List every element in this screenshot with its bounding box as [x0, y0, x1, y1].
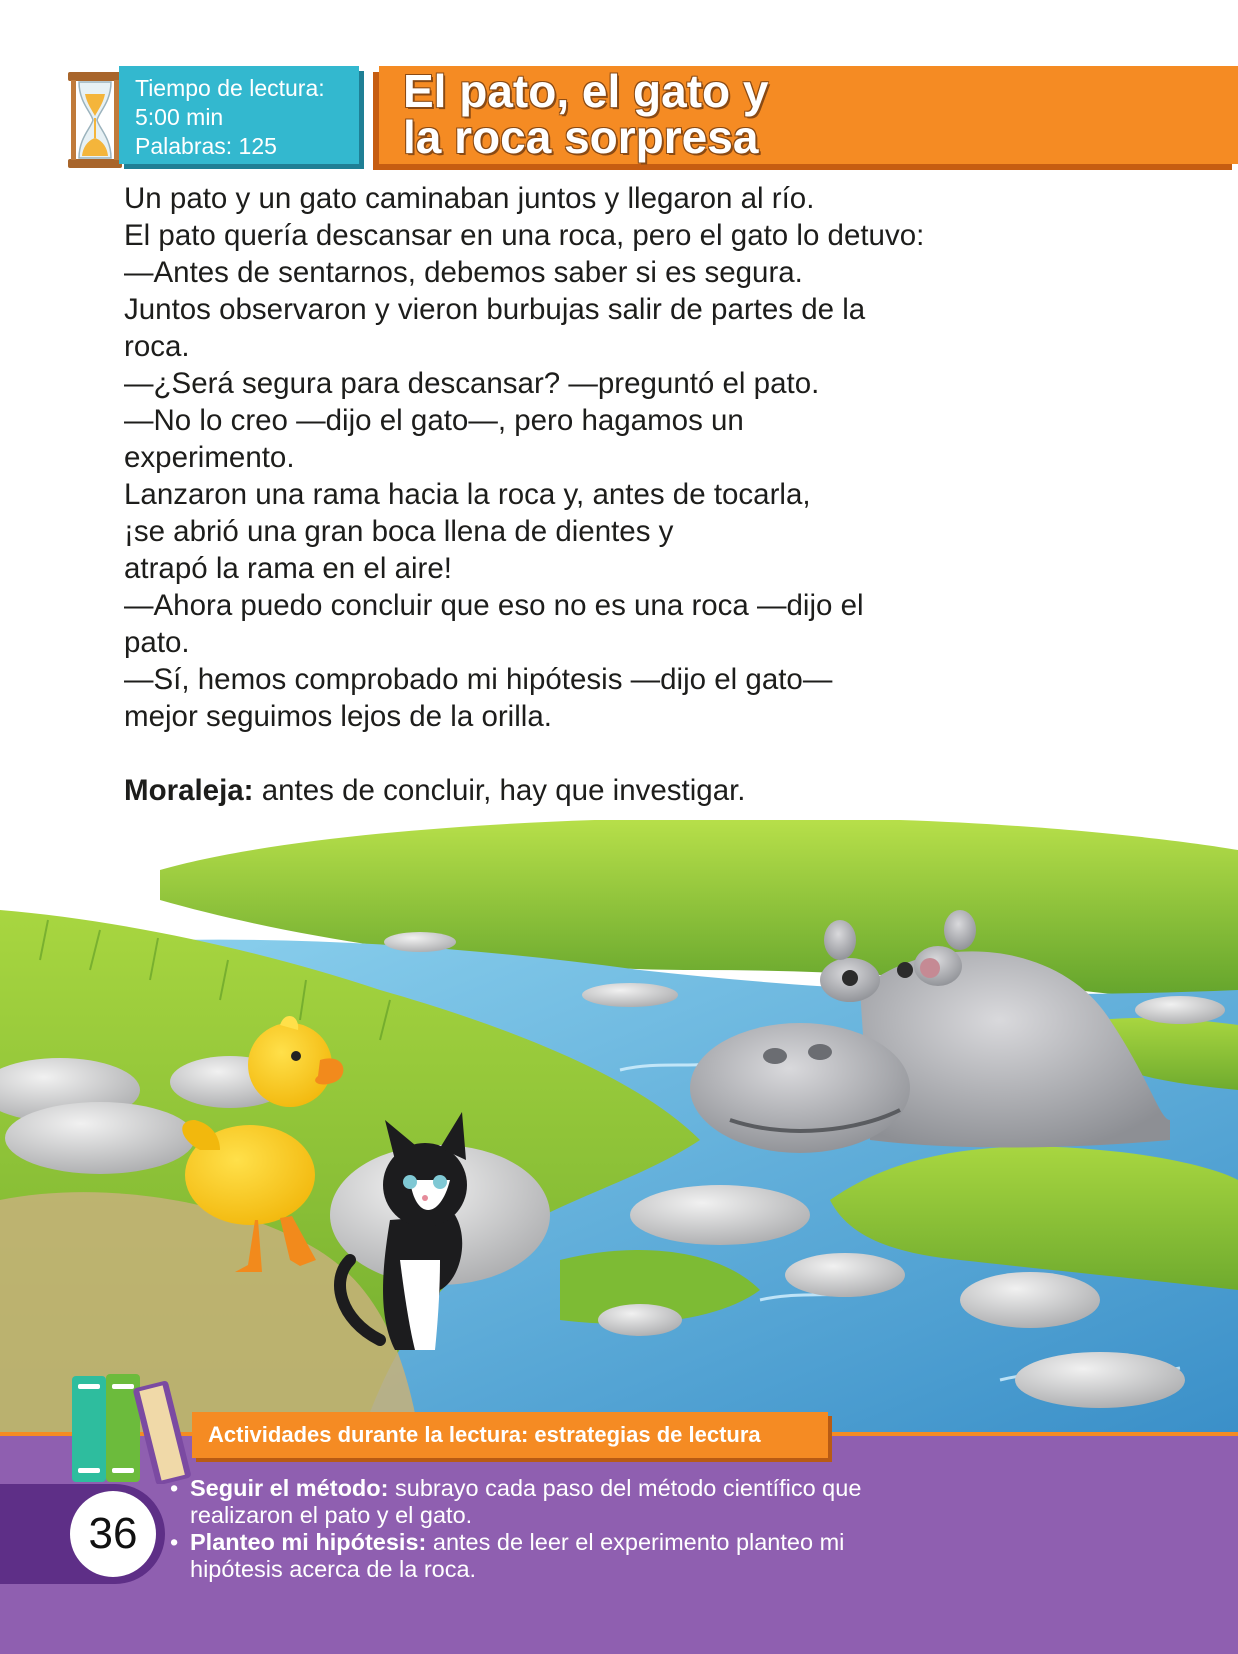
activity-text: hipótesis acerca de la roca. [190, 1556, 477, 1582]
word-count: Palabras: 125 [135, 133, 277, 159]
list-item [168, 1475, 1208, 1529]
books-icon [70, 1372, 200, 1484]
page-number: 36 [70, 1491, 156, 1577]
activities-heading: Actividades durante la lectura: estrategias de lectura [192, 1412, 828, 1458]
story-line: mejor seguimos lejos de la orilla. [124, 700, 552, 733]
page-title [403, 65, 769, 163]
story-line: —Ahora puedo concluir que eso no es una roca —dijo el [124, 589, 864, 622]
moral [124, 772, 1084, 809]
moral-label: Moraleja: [124, 774, 254, 807]
story-line: Un pato y un gato caminaban juntos y llegaron al río. [124, 182, 815, 215]
hourglass-icon [68, 72, 122, 168]
reading-time-value: 5:00 min [135, 104, 224, 130]
story-line: atrapó la rama en el aire! [124, 552, 452, 585]
story-line: —¿Será segura para descansar? —preguntó el pato. [124, 367, 820, 400]
story-line: —No lo creo —dijo el gato—, pero hagamos un [124, 404, 744, 437]
story-line: —Antes de sentarnos, debemos saber si es segura. [124, 256, 803, 289]
story-line: experimento. [124, 441, 295, 474]
reading-time-label: Tiempo de lectura: [135, 75, 325, 101]
story-line: pato. [124, 626, 190, 659]
activity-label: Planteo mi hipótesis: [190, 1529, 427, 1555]
story-line: El pato quería descansar en una roca, pero el gato lo detuvo: [124, 219, 925, 252]
story-line: roca. [124, 330, 190, 363]
title-line-2: la roca sorpresa [403, 111, 759, 163]
river-scene-illustration [0, 820, 1238, 1440]
activity-text: antes de leer el experimento planteo mi [426, 1529, 845, 1555]
activity-label: Seguir el método: [190, 1475, 389, 1501]
title-banner [379, 66, 1238, 164]
moral-text: antes de concluir, hay que investigar. [253, 774, 746, 807]
story-line: Juntos observaron y vieron burbujas salir de partes de la [124, 293, 866, 326]
story-line: —Sí, hemos comprobado mi hipótesis —dijo el gato— [124, 663, 833, 696]
title-line-1: El pato, el gato y [403, 65, 769, 117]
story-line: ¡se abrió una gran boca llena de dientes y [124, 515, 674, 548]
reading-info-box [119, 66, 359, 164]
activity-text: realizaron el pato y el gato. [190, 1502, 473, 1528]
story-text [124, 180, 1084, 809]
story-line: Lanzaron una rama hacia la roca y, antes de tocarla, [124, 478, 811, 511]
list-item [168, 1529, 1208, 1583]
activity-text: subrayo cada paso del método científico que [388, 1475, 862, 1501]
activities-list [168, 1475, 1208, 1583]
